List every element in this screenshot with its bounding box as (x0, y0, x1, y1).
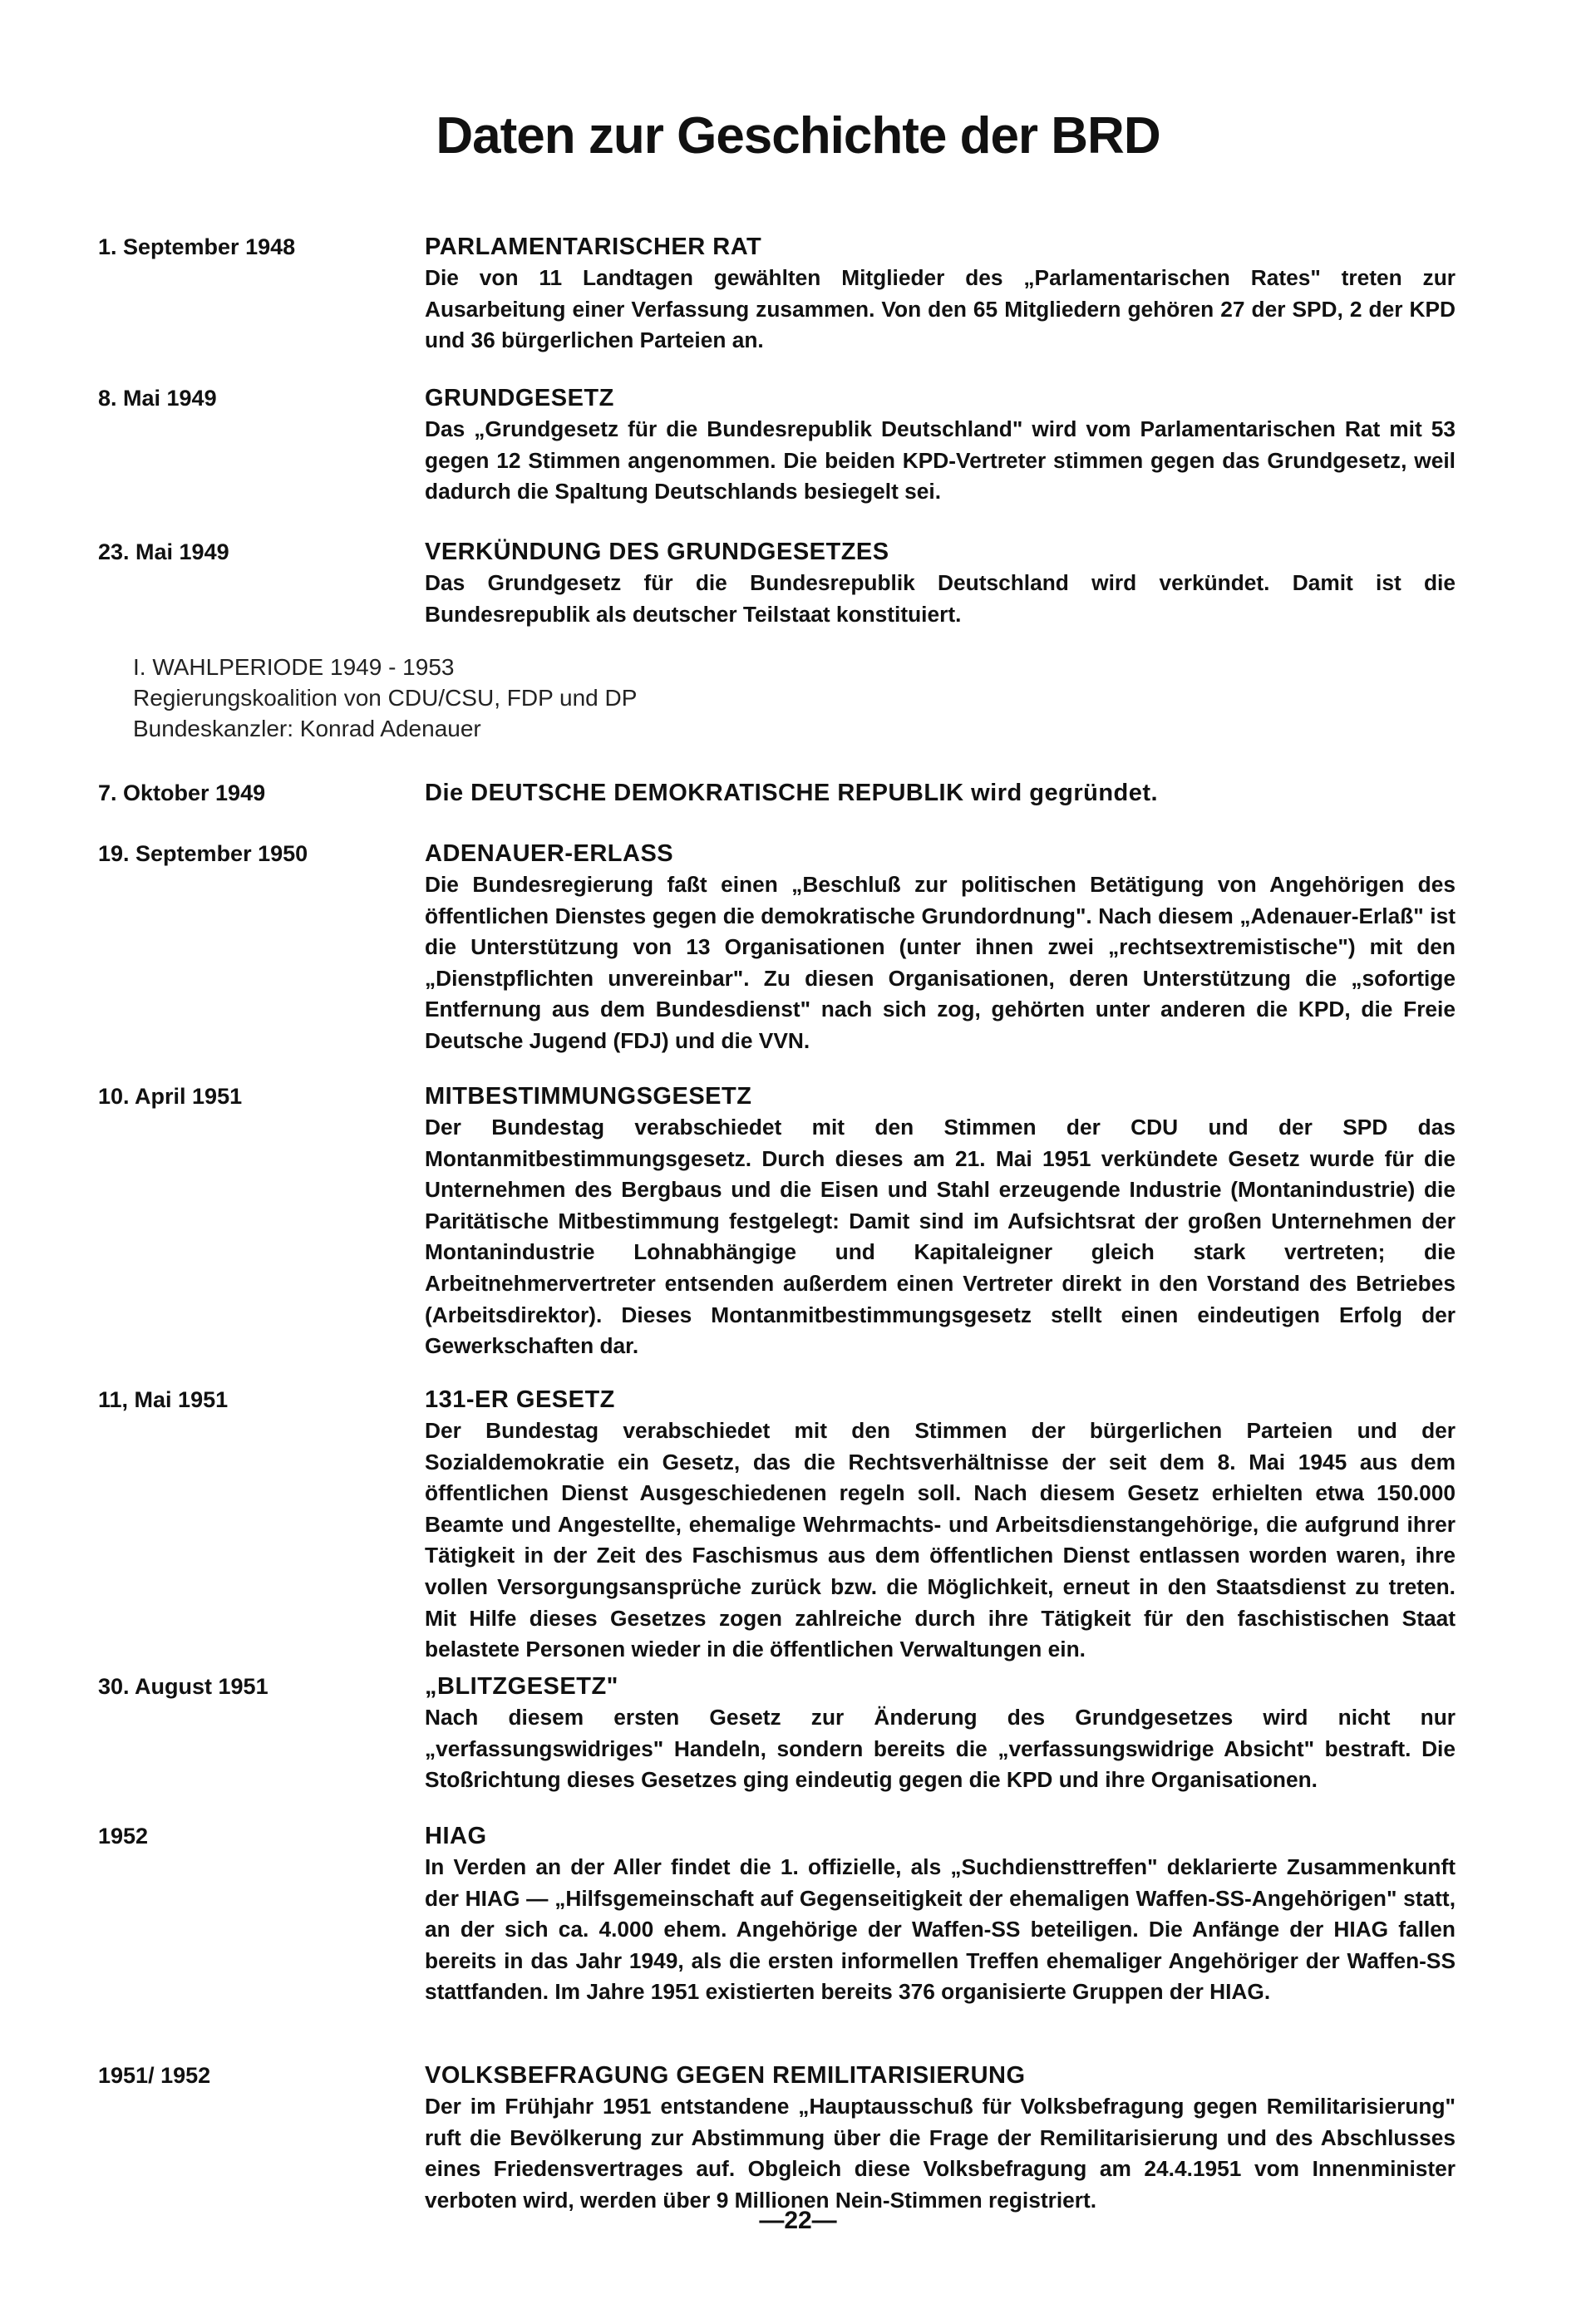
entry-body: Der Bundestag verabschiedet mit den Stimmen der CDU und der SPD das Montanmitbestimmungsgesetz. Durch dieses am 21. Mai 1951 verkündete Gesetz wurde für die Unternehmen des Bergbaus und die Eisen und Stahl erzeugende Industrie (Montanindustrie) die Paritätische Mitbestimmung festgelegt: Damit sind im Aufsichtsrat der großen Unternehmen der Montanindustrie Lohnabhängige und Kapitaleigner gleich stark vertreten; die Arbeitnehmervertreter entsenden außerdem einen Vertreter direkt in den Vorstand des Betriebes (Arbeitsdirektor). Dieses Montanmitbestimmungsgesetz stellt einen eindeutigen Erfolg der Gewerkschaften dar. (425, 1115, 1456, 1359)
entry-heading: 131-ER GESETZ (425, 1386, 615, 1413)
entry-content (425, 2060, 1456, 2216)
entry-body: Der Bundestag verabschiedet mit den Stimmen der bürgerlichen Parteien und der Sozialdemokratie ein Gesetz, das die Rechtsverhältnisse der seit dem 8. Mai 1945 aus dem öffentlichen Dienst Ausgeschiedenen regeln soll. Nach diesem Gesetz erhielten etwa 150.000 Beamte und Angestellte, ehemalige Wehrmachts- und Arbeitsdienstangehörige, die aufgrund ihrer Tätigkeit in der Zeit des Faschismus aus dem öffentlichen Dienst entlassen worden waren, ihre vollen Versorgungsansprüche zurück bzw. die Möglichkeit, erneut in den Staatsdienst zu treten. Mit Hilfe dieses Gesetzes zogen zahlreiche durch ihre Tätigkeit für den faschistischen Staat belastete Personen wieder in die öffentlichen Verwaltungen ein. (425, 1418, 1456, 1662)
entry-content (425, 231, 1456, 357)
entry-date: 10. April 1951 (98, 1084, 243, 1109)
entry-content (425, 1671, 1456, 1796)
entry-volksbefragung (98, 2060, 1461, 2216)
entry-date: 8. Mai 1949 (98, 386, 217, 411)
entry-date: 7. Oktober 1949 (98, 780, 266, 805)
entry-adenauer-erlass (98, 838, 1461, 1057)
entry-content (425, 536, 1456, 630)
entry-content (425, 382, 1456, 508)
entry-verkuendung (98, 536, 1461, 630)
entry-mitbestimmungsgesetz (98, 1081, 1461, 1362)
entry-body: Das „Grundgesetz für die Bundesrepublik Deutschland" wird vom Parlamentarischen Rat mit 53 gegen 12 Stimmen angenommen. Die beiden KPD-Vertreter stimmen gegen das Grundgesetz, weil dadurch die Spaltung Deutschlands besiegelt sei. (425, 416, 1456, 505)
wahlperiode-title: I. WAHLPERIODE 1949 - 1953 (133, 654, 455, 680)
entry-date: 19. September 1950 (98, 841, 308, 866)
entry-date: 23. Mai 1949 (98, 539, 229, 564)
wahlperiode-chancellor: Bundeskanzler: Konrad Adenauer (133, 716, 481, 741)
entry-parlamentarischer-rat (98, 231, 1461, 357)
page-number: —22— (759, 2207, 837, 2234)
entry-heading: MITBESTIMMUNGSGESETZ (425, 1083, 752, 1110)
entry-heading: ADENAUER-ERLASS (425, 840, 674, 867)
wahlperiode-coalition: Regierungskoalition von CDU/CSU, FDP und DP (133, 685, 638, 711)
entry-body: Der im Frühjahr 1951 entstandene „Hauptausschuß für Volksbefragung gegen Remilitarisierung" ruft die Bevölkerung zur Abstimmung über die Frage der Remilitarisierung und des Abschlusses eines Friedensvertrages auf. Obgleich diese Volksbefragung am 24.4.1951 vom Innenminister verboten wird, werden über 9 Millionen Nein-Stimmen registriert. (425, 2094, 1456, 2213)
entry-hiag (98, 1820, 1461, 2008)
entry-grundgesetz (98, 382, 1461, 508)
entry-131er-gesetz (98, 1384, 1461, 1666)
entry-content (425, 1081, 1456, 1362)
entry-heading: Die DEUTSCHE DEMOKRATISCHE REPUBLIK wird gegründet. (425, 780, 1159, 806)
entry-body: Nach diesem ersten Gesetz zur Änderung des Grundgesetzes wird nicht nur „verfassungswidriges" Handeln, sondern bereits die „verfassungswidrige Absicht" bestraft. Die Stoßrichtung dieses Gesetzes ging eindeutig gegen die KPD und ihre Organisationen. (425, 1705, 1456, 1793)
entry-body: Die Bundesregierung faßt einen „Beschluß zur politischen Betätigung von Angehörigen des öffentlichen Dienstes gegen die demokratische Grundordnung". Nach diesem „Adenauer-Erlaß" ist die Unterstützung von 13 Organisationen (unter ihnen zwei „rechtsextremistische") mit den „Dienstpflichten unvereinbar". Zu diesen Organisationen, deren Unterstützung die „sofortige Entfernung aus dem Bundesdienst" nach sich zog, gehörten unter anderen die KPD, die Freie Deutsche Jugend (FDJ) und die VVN. (425, 872, 1456, 1053)
entry-heading: „BLITZGESETZ" (425, 1673, 618, 1700)
entry-content (425, 838, 1456, 1057)
entry-heading: PARLAMENTARISCHER RAT (425, 234, 762, 260)
entry-heading: GRUNDGESETZ (425, 385, 614, 411)
entry-blitzgesetz (98, 1671, 1461, 1796)
entry-date: 1951/ 1952 (98, 2063, 211, 2088)
wahlperiode-block (133, 652, 637, 744)
entry-heading: VOLKSBEFRAGUNG GEGEN REMILITARISIERUNG (425, 2062, 1026, 2089)
entry-content (425, 1820, 1456, 2008)
entry-date: 1952 (98, 1824, 149, 1849)
entry-date: 30. August 1951 (98, 1674, 268, 1699)
entry-heading: HIAG (425, 1823, 487, 1849)
entry-content (425, 777, 1456, 809)
entry-body: Die von 11 Landtagen gewählten Mitglieder des „Parlamentarischen Rates" treten zur Ausarbeitung einer Verfassung zusammen. Von den 65 Mitgliedern gehören 27 der SPD, 2 der KPD und 36 bürgerlichen Parteien an. (425, 265, 1456, 353)
entry-body: In Verden an der Aller findet die 1. offizielle, als „Suchdiensttreffen" deklarierte Zusammenkunft der HIAG — „Hilfsgemeinschaft auf Gegenseitigkeit der ehemaligen Waffen-SS-Angehörigen" statt, an der sich ca. 4.000 ehem. Angehörige der Waffen-SS beteiligen. Die Anfänge der HIAG fallen bereits in das Jahr 1949, als die ersten informellen Treffen ehemaliger Angehöriger der Waffen-SS stattfanden. Im Jahre 1951 existierten bereits 376 organisierte Gruppen der HIAG. (425, 1854, 1456, 2005)
entry-body: Das Grundgesetz für die Bundesrepublik Deutschland wird verkündet. Damit ist die Bundesrepublik als deutscher Teilstaat konstituiert. (425, 570, 1456, 627)
entry-content (425, 1384, 1456, 1666)
entry-date: 11, Mai 1951 (98, 1387, 229, 1412)
entry-heading: VERKÜNDUNG DES GRUNDGESETZES (425, 539, 889, 565)
page-title: Daten zur Geschichte der BRD (436, 107, 1160, 165)
entry-date: 1. September 1948 (98, 234, 296, 259)
entry-ddr-gruendung (98, 777, 1461, 809)
